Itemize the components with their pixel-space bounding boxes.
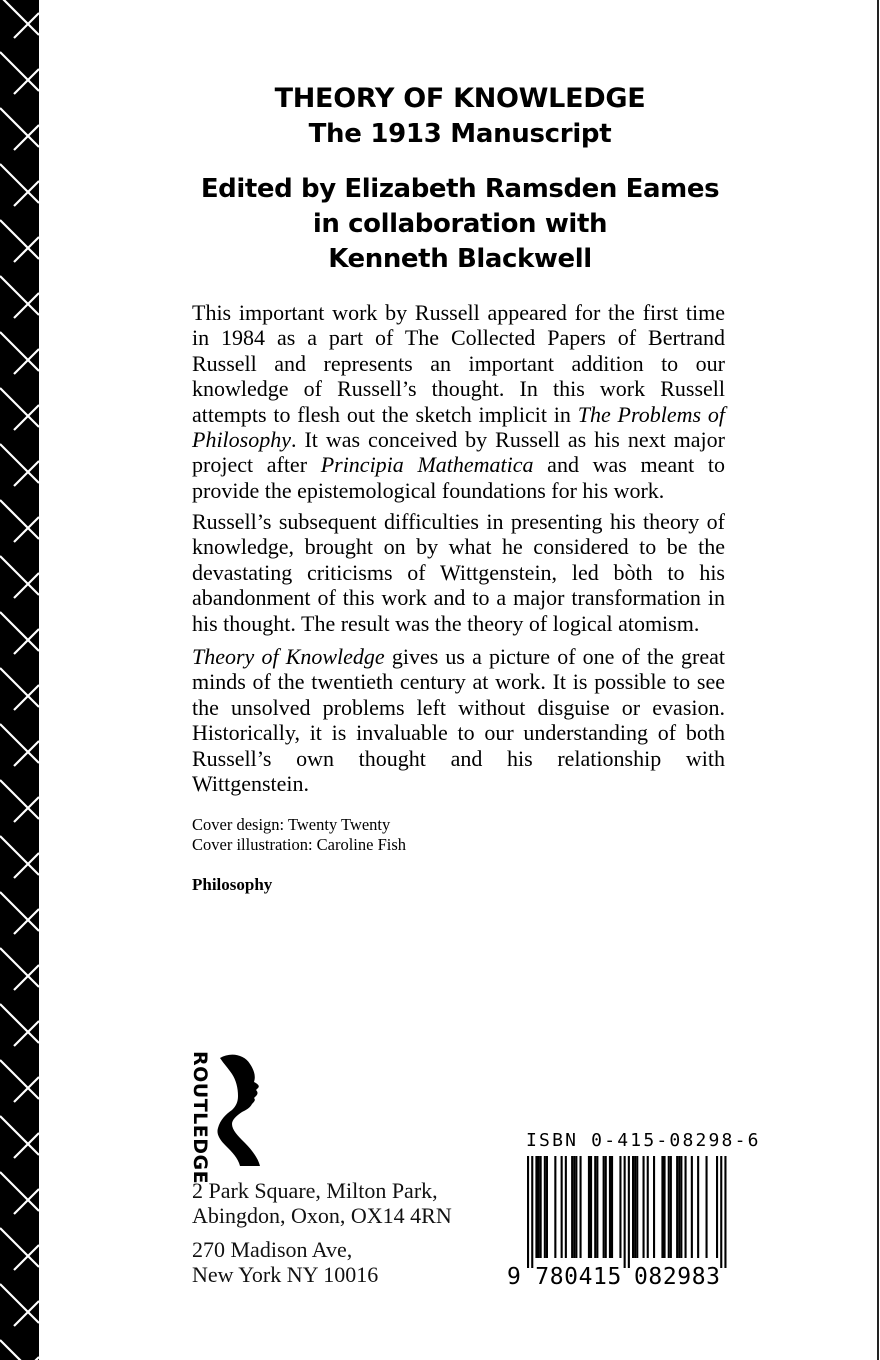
barcode-bar xyxy=(628,1156,630,1268)
barcode-bar xyxy=(565,1156,567,1258)
barcode-bar xyxy=(670,1156,672,1258)
border-line xyxy=(14,573,39,598)
border-line xyxy=(14,293,39,318)
border-line xyxy=(14,405,39,430)
barcode-bar xyxy=(546,1156,548,1258)
border-line xyxy=(14,1133,39,1158)
barcode-bar xyxy=(544,1156,546,1258)
isbn-barcode xyxy=(505,1152,735,1292)
barcode-bar xyxy=(573,1156,575,1258)
cover-illustration-credit: Cover illustration: Caroline Fish xyxy=(192,835,407,854)
barcode-bar xyxy=(538,1156,540,1258)
book-title-italic: Theory of Knowledge xyxy=(192,644,385,669)
border-line xyxy=(14,629,39,654)
border-line xyxy=(0,1060,39,1099)
blurb-text: Russell’s subsequent difficulties in presenting his theory of knowledge, brought on by what he considered to be the devastating criticisms of Wittgenstein, led bòth to his abandonment of this work and to a major transformation in his thought. The result was the theory of logical atomism. xyxy=(192,509,725,636)
barcode-bar xyxy=(720,1156,722,1268)
barcode-bar xyxy=(706,1156,708,1258)
blurb-segment: This important work by Russell appeared for the first time in 1984 as a part of The Collected Papers of Bertrand Russell and represents an important addition to our knowledge of Russell’s thought. In this work Russell attempts to flesh out the sketch implicit in xyxy=(192,300,725,427)
barcode-bar xyxy=(643,1156,645,1258)
border-line xyxy=(0,500,39,539)
page-edge xyxy=(877,0,879,1360)
barcode-bar xyxy=(527,1156,529,1268)
address-us xyxy=(192,1237,378,1287)
border-line xyxy=(0,1172,39,1211)
border-line xyxy=(0,780,39,819)
border-line xyxy=(0,332,39,371)
barcode-bar xyxy=(609,1156,611,1258)
border-line xyxy=(0,668,39,707)
isbn-label: ISBN 0-415-08298-6 xyxy=(526,1130,761,1151)
editor-line: in collaboration with xyxy=(312,209,608,239)
border-line xyxy=(14,909,39,934)
border-line xyxy=(14,853,39,878)
barcode-bar xyxy=(590,1156,592,1258)
cover-design-credit: Cover design: Twenty Twenty xyxy=(192,815,391,834)
decorative-border xyxy=(0,0,39,1360)
barcode-bar xyxy=(594,1156,596,1258)
border-line xyxy=(14,13,39,38)
barcode-bar xyxy=(624,1156,626,1268)
border-line xyxy=(14,461,39,486)
blurb-text xyxy=(192,644,725,796)
border-line xyxy=(14,1077,39,1102)
border-line xyxy=(14,741,39,766)
border-line xyxy=(0,1228,39,1267)
border-line xyxy=(14,181,39,206)
barcode-bar xyxy=(678,1156,680,1258)
barcode-bar xyxy=(580,1156,582,1258)
barcode-bar xyxy=(691,1156,693,1258)
barcode-bar xyxy=(634,1156,636,1258)
border-line xyxy=(14,1301,39,1326)
book-subtitle: The 1913 Manuscript xyxy=(308,119,612,149)
border-line xyxy=(14,1189,39,1214)
barcode-bar xyxy=(685,1156,687,1258)
border-line xyxy=(0,164,39,203)
barcode-bar xyxy=(636,1156,638,1258)
barcode-bar xyxy=(588,1156,590,1258)
herringbone-pattern xyxy=(0,0,39,1360)
border-line xyxy=(14,1245,39,1270)
barcode-bar xyxy=(605,1156,607,1258)
barcode-first-digit: 9 xyxy=(507,1264,521,1290)
border-line xyxy=(0,1004,39,1043)
address-line: 2 Park Square, Milton Park, xyxy=(192,1178,438,1203)
border-line xyxy=(14,237,39,262)
publisher-logo xyxy=(188,1050,268,1185)
border-line xyxy=(0,52,39,91)
blurb-text-rest: gives us a picture of one of the great minds of the twentieth century at work. It is possible to see the unsolved problems left without disguise or evasion. Historically, it is invaluable to our understanding of both Russell’s own thought and his relationship with Wittgenstein. xyxy=(192,644,725,797)
editor-line: Edited by Elizabeth Ramsden Eames xyxy=(200,174,720,204)
barcode-bar xyxy=(554,1156,556,1258)
border-line xyxy=(0,220,39,259)
blurb-paragraph-2 xyxy=(192,509,725,636)
border-line xyxy=(0,836,39,875)
border-line xyxy=(0,444,39,483)
border-line xyxy=(14,125,39,150)
address-line: 270 Madison Ave, xyxy=(192,1237,353,1262)
barcode-bar xyxy=(561,1156,563,1258)
barcode-bar xyxy=(611,1156,613,1258)
barcode-bar xyxy=(535,1156,537,1258)
barcode-bar xyxy=(603,1156,605,1258)
border-line xyxy=(14,349,39,374)
border-line xyxy=(0,892,39,931)
border-line xyxy=(14,965,39,990)
editor-line: Kenneth Blackwell xyxy=(328,244,592,274)
barcode-bar xyxy=(540,1156,542,1258)
border-line xyxy=(14,517,39,542)
barcode-bar xyxy=(680,1156,682,1258)
border-line xyxy=(14,685,39,710)
barcode-right-digits: 082983 xyxy=(634,1264,720,1290)
border-line xyxy=(0,556,39,595)
editors-block xyxy=(150,172,770,277)
border-line xyxy=(0,1340,39,1360)
border-line xyxy=(0,724,39,763)
barcode-bar xyxy=(531,1156,533,1268)
border-line xyxy=(0,276,39,315)
subject-category: Philosophy xyxy=(192,875,273,894)
blurb-text xyxy=(192,300,725,503)
barcode-bar xyxy=(716,1156,718,1258)
border-line xyxy=(0,1284,39,1323)
publisher-name: ROUTLEDGE xyxy=(189,1051,211,1185)
barcode-bar xyxy=(575,1156,577,1258)
barcode-bar xyxy=(676,1156,678,1258)
barcode-bar xyxy=(724,1156,726,1268)
barcode-bar xyxy=(632,1156,634,1258)
barcode-left-digits: 780415 xyxy=(535,1264,622,1290)
border-line xyxy=(14,1021,39,1046)
barcode-bar xyxy=(664,1156,666,1258)
blurb-paragraph-3 xyxy=(192,644,725,796)
border-line xyxy=(14,69,39,94)
barcode-bar xyxy=(647,1156,649,1258)
book-title: THEORY OF KNOWLEDGE xyxy=(274,83,646,114)
barcode-bar xyxy=(668,1156,670,1258)
barcode-bar xyxy=(596,1156,598,1258)
border-line xyxy=(0,948,39,987)
address-line: Abingdon, Oxon, OX14 4RN xyxy=(192,1203,452,1228)
barcode-bar xyxy=(619,1156,621,1258)
blurb-paragraph-1 xyxy=(192,300,725,503)
italic-title: The Problems of Philosophy xyxy=(192,401,725,453)
address-line: New York NY 10016 xyxy=(192,1262,379,1287)
border-line xyxy=(0,388,39,427)
routledge-r-face-icon xyxy=(216,1052,266,1166)
border-line xyxy=(0,612,39,651)
barcode-bar xyxy=(697,1156,699,1258)
barcode-bar xyxy=(653,1156,655,1258)
border-line xyxy=(14,797,39,822)
blurb-segment: . It was conceived by Russell as his next major project after xyxy=(192,427,725,478)
cover-credits xyxy=(192,815,406,855)
border-line xyxy=(0,108,39,147)
address-uk xyxy=(192,1178,452,1228)
blurb-segment: and was meant to provide the epistemological foundations for his work. xyxy=(192,452,725,503)
barcode-bar xyxy=(571,1156,573,1258)
barcode-bar xyxy=(661,1156,663,1258)
italic-title: Principia Mathematica xyxy=(320,452,534,478)
border-line xyxy=(0,1116,39,1155)
